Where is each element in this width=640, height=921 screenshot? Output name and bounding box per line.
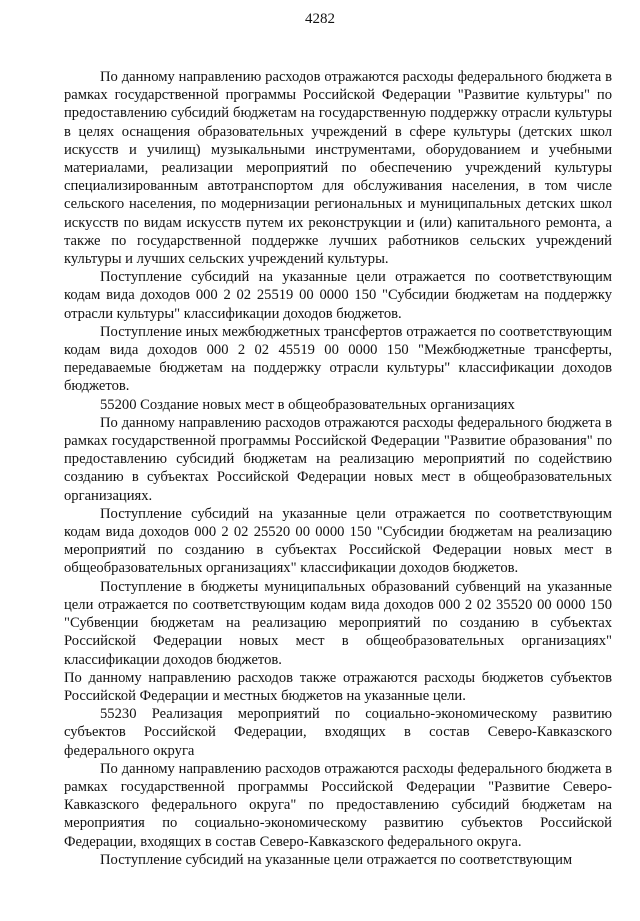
paragraph-north-caucasus-subsidy-income: Поступление субсидий на указанные цели отражается по соответствующим <box>100 851 573 868</box>
section-heading-55200: 55200 Создание новых мест в общеобразовательных организациях <box>100 396 515 413</box>
document-body <box>64 68 612 869</box>
paragraph-culture-subsidy-income: Поступление субсидий на указанные цели отражается по соответствующим кодам вида доходов 000 2 02 25519 00 0000 150 "Субсидии бюджетам на поддержку отрасли культуры" классификации доходов бюджетов. <box>64 269 612 322</box>
paragraph-culture-transfers-income: Поступление иных межбюджетных трансфертов отражается по соответствующим кодам вида доходов 000 2 02 45519 00 0000 150 "Межбюджетные трансферты, передаваемые бюджетам на поддержку отрасли культуры" классификации доходов бюджетов. <box>64 323 612 395</box>
page-number: 4282 <box>305 11 335 27</box>
paragraph-school-places-expenses: По данному направлению расходов отражаются расходы федерального бюджета в рамках государственной программы Российской Федерации "Развитие образования" по предоставлению субсидий бюджетам на реализацию мероприятий по содействию созданию в субъектах Российской Федерации новых мест в общеобразовательных организациях. <box>64 414 612 504</box>
section-heading-55230: 55230 Реализация мероприятий по социально-экономическому развитию субъектов Российской Федерации, входящих в состав Северо-Кавказского федерального округа <box>64 706 612 759</box>
paragraph-culture-expenses: По данному направлению расходов отражаются расходы федерального бюджета в рамках государственной программы Российской Федерации "Развитие культуры" по предоставлению субсидий бюджетам на государственную поддержку отрасли культуры в целях оснащения образовательных учреждений в сфере культуры (детских школ искусств и училищ) музыкальными инструментами, оборудованием и учебными материалами, реализации мероприятий по обеспечению учреждений культуры специализированным автотранспортом для обслуживания населения, в том числе сельского населения, по модернизации региональных и муниципальных детских школ искусств по видам искусств путем их реконструкции и (или) капитального ремонта, а также по государственной поддержке лучших работников сельских учреждений культуры и лучших сельских учреждений культуры. <box>64 69 612 268</box>
paragraph-north-caucasus-expenses: По данному направлению расходов отражаются расходы федерального бюджета в рамках государственной программы Российской Федерации "Развитие Северо-Кавказского федерального округа" по предоставлению субсидий бюджетам на мероприятия по социально-экономическому развитию субъектов Российской Федерации, входящих в состав Северо-Кавказского федерального округа. <box>64 760 612 850</box>
paragraph-school-places-subsidy-income: Поступление субсидий на указанные цели отражается по соответствующим кодам вида доходов 000 2 02 25520 00 0000 150 "Субсидии бюджетам на реализацию мероприятий по созданию в субъектах Российской Федерации новых мест в общеобразовательных организациях" классификации доходов бюджетов. <box>64 505 612 577</box>
paragraph-school-places-subvention-income: Поступление в бюджеты муниципальных образований субвенций на указанные цели отражается по соответствующим кодам вида доходов 000 2 02 35520 00 0000 150 "Субвенции бюджетам на реализацию мероприятий по созданию в субъектах Российской Федерации новых мест в общеобразовательных организациях" классификации доходов бюджетов. <box>64 578 612 668</box>
paragraph-regional-local-expenses: По данному направлению расходов также отражаются расходы бюджетов субъектов Российской Федерации и местных бюджетов на указанные цели. <box>64 669 612 704</box>
